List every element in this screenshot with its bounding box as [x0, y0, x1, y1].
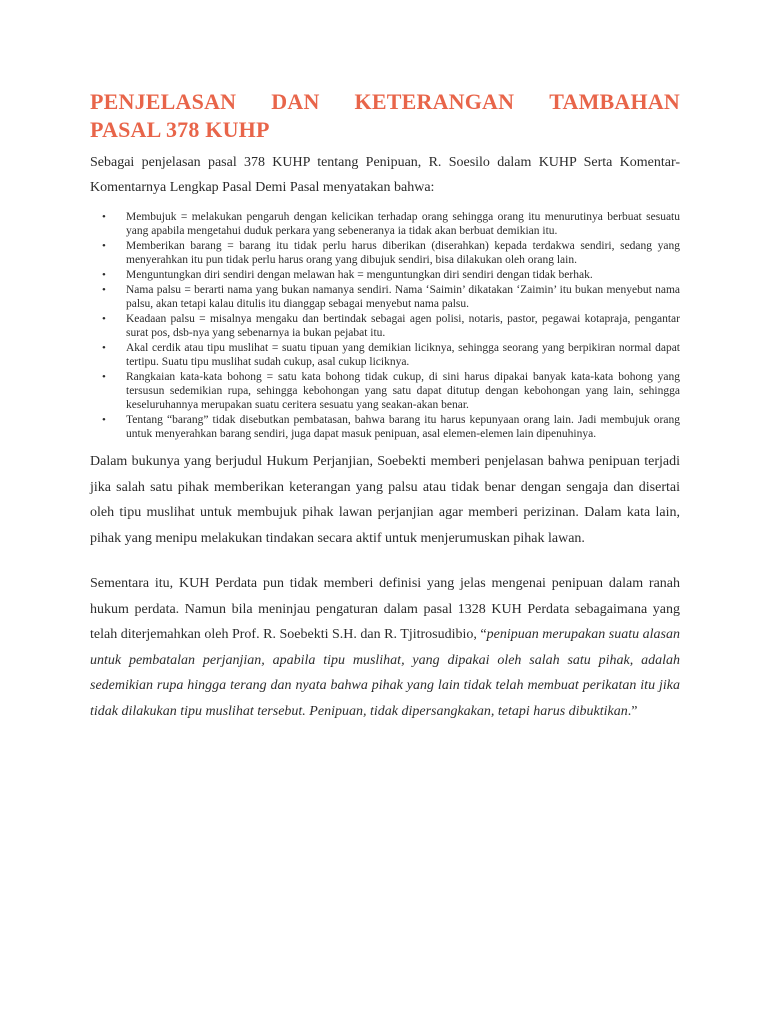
title-word: TAMBAHAN: [549, 89, 680, 114]
title-word: DAN: [271, 89, 320, 114]
legal-quote: penipuan merupakan suatu alasan untuk pembatalan perjanjian, apabila tipu muslihat, yang dipakai oleh salah satu pihak, adalah sedemikian rupa hingga terang dan nyata bahwa pihak yang lain tidak telah membuat perikatan itu jika tidak dilakukan tipu muslihat tersebut. Penipuan, tidak dipersangkakan, tetapi harus dibuktikan: [90, 627, 680, 719]
list-item: • Menguntungkan diri sendiri dengan melawan hak = menguntungkan diri sendiri dengan tidak berhak.: [102, 269, 593, 281]
bullet-icon: •: [102, 284, 106, 296]
list-item: • Tentang “barang” tidak disebutkan pembatasan, bahwa barang itu harus kepunyaan orang lain. Jadi membujuk orang untuk menyerahkan barang sendiri, juga dapat masuk penipuan, asal elemen-elemen lain dipenuhinya.: [102, 414, 680, 440]
intro-paragraph: Sebagai penjelasan pasal 378 KUHP tentang Penipuan, R. Soesilo dalam KUHP Serta Komentar-Komentarnya Lengkap Pasal Demi Pasal menyatakan bahwa:: [90, 155, 680, 195]
document-title: [90, 88, 680, 144]
title-line-2: PASAL 378 KUHP: [90, 117, 270, 142]
list-item: • Akal cerdik atau tipu muslihat = suatu tipuan yang demikian liciknya, sehingga seorang yang berpikiran normal dapat tertipu. Suatu tipu muslihat sudah cukup, asal cukup liciknya.: [102, 342, 680, 368]
bullet-icon: •: [102, 342, 106, 354]
list-item: • Membujuk = melakukan pengaruh dengan kelicikan terhadap orang sehingga orang itu menurutinya berbuat sesuatu yang apabila mengetahui duduk perkara yang sebeneranya ia tidak akan berbuat demikian itu.: [102, 211, 680, 237]
definition-list: [90, 210, 680, 441]
list-item: • Memberikan barang = barang itu tidak perlu harus diberikan (diserahkan) kepada terdakwa sendiri, sedang yang menyerahkan itu pun tidak perlu harus orang yang dibujuk sendiri, bisa dilakukan oleh orang lain.: [102, 240, 680, 266]
bullet-icon: •: [102, 269, 106, 281]
paragraph-2-lead: Sementara itu, KUH Perdata pun tidak memberi definisi yang jelas mengenai penipuan dalam ranah hukum perdata. Namun bila meninjau pengaturan dalam pasal 1328 KUH Perdata sebagaimana yang telah diterjemahkan oleh Prof. R. Soebekti S.H. dan R. Tjitrosudibio, “: [90, 576, 680, 642]
bullet-icon: •: [102, 414, 106, 426]
bullet-icon: •: [102, 313, 106, 325]
body-paragraph-1: Dalam bukunya yang berjudul Hukum Perjanjian, Soebekti memberi penjelasan bahwa penipuan terjadi jika salah satu pihak memberikan keterangan yang palsu atau tidak benar dengan sengaja dan disertai oleh tipu muslihat untuk membujuk pihak lawan perjanjian agar memberi perizinan. Dalam kata lain, pihak yang menipu melakukan tindakan secara aktif untuk menjerumuskan pihak lawan.: [90, 454, 680, 546]
list-item: • Rangkaian kata-kata bohong = satu kata bohong tidak cukup, di sini harus dipakai banyak kata-kata bohong yang tersusun sedemikian rupa, sehingga kebohongan yang satu dapat ditutup dengan kebohongan yang lain, sehingga keseluruhannya merupakan suatu ceritera sesuatu yang seakan-akan benar.: [102, 371, 680, 411]
title-word: PENJELASAN: [90, 89, 237, 114]
body-paragraph-2: [90, 571, 680, 724]
bullet-icon: •: [102, 371, 106, 383]
bullet-icon: •: [102, 211, 106, 223]
quote-close: .”: [627, 703, 638, 719]
title-line-1: [90, 88, 680, 116]
list-item: • Nama palsu = berarti nama yang bukan namanya sendiri. Nama ‘Saimin’ dikatakan ‘Zaimin’ itu bukan menyebut nama palsu, akan tetapi kalau ditulis itu dianggap sebagai menyebut nama palsu.: [102, 284, 680, 310]
title-word: KETERANGAN: [354, 89, 515, 114]
list-item: • Keadaan palsu = misalnya mengaku dan bertindak sebagai agen polisi, notaris, pastor, pegawai kotapraja, pengantar surat pos, dsb-nya yang sebenarnya ia bukan pejabat itu.: [102, 313, 680, 339]
bullet-icon: •: [102, 240, 106, 252]
